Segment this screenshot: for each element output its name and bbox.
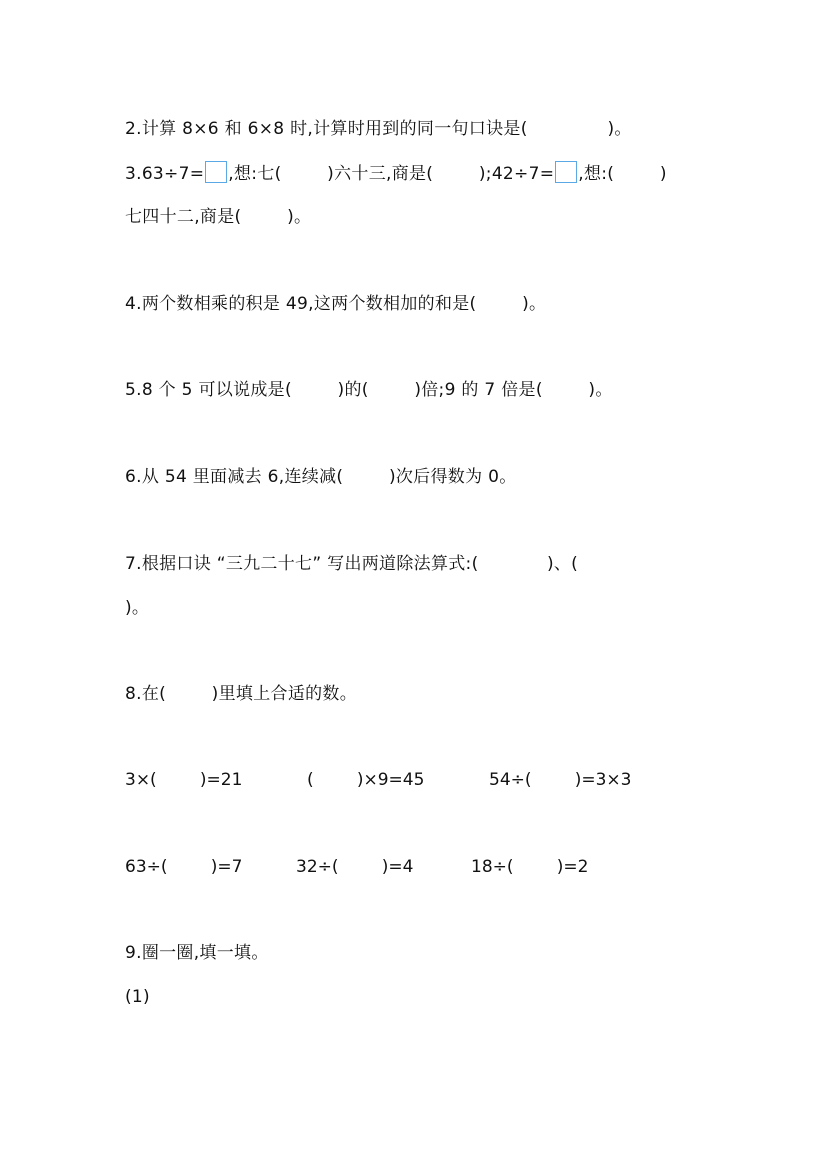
question-9-sub-1: (1): [125, 987, 150, 1007]
q3-part1: 3.63÷7=: [125, 164, 205, 184]
q8-row1-item3: 54÷( )=3×3: [489, 770, 632, 790]
question-4: 4.两个数相乘的积是 49,这两个数相加的和是( )。: [125, 294, 547, 314]
question-6: 6.从 54 里面减去 6,连续减( )次后得数为 0。: [125, 467, 517, 487]
q8-row2-item1: 63÷( )=7: [125, 857, 243, 877]
q8-row1-item2: ( )×9=45: [307, 770, 425, 790]
question-5: 5.8 个 5 可以说成是( )的( )倍;9 的 7 倍是( )。: [125, 380, 613, 400]
question-3-line-2: 七四十二,商是( )。: [125, 207, 312, 227]
q8-row2-item2: 32÷( )=4: [296, 857, 414, 877]
question-7-line-2: )。: [125, 598, 150, 618]
q3-part3: ,想:( ): [578, 164, 667, 184]
answer-box[interactable]: [555, 161, 577, 183]
question-9-title: 9.圈一圈,填一填。: [125, 943, 269, 963]
question-8-title: 8.在( )里填上合适的数。: [125, 684, 358, 704]
question-2: 2.计算 8×6 和 6×8 时,计算时用到的同一句口诀是( )。: [125, 119, 632, 139]
question-7-line-1: 7.根据口诀 “三九二十七” 写出两道除法算式:( )、(: [125, 554, 579, 574]
q8-row1-item1: 3×( )=21: [125, 770, 243, 790]
q3-part2: ,想:七( )六十三,商是( );42÷7=: [228, 164, 555, 184]
answer-box[interactable]: [205, 161, 227, 183]
q8-row2-item3: 18÷( )=2: [471, 857, 589, 877]
question-3-line-1: [125, 161, 667, 186]
